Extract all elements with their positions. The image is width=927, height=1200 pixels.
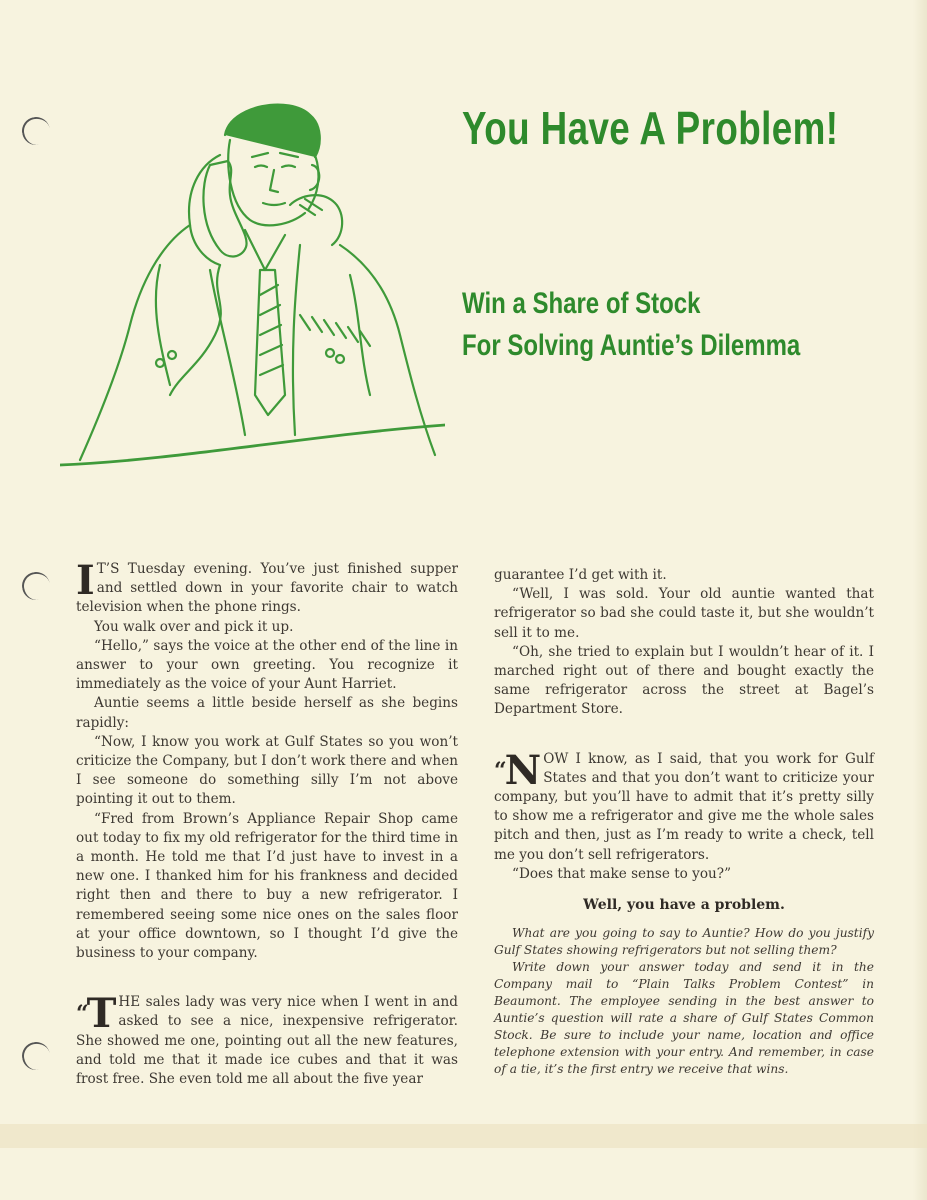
- paragraph: You walk over and pick it up.: [94, 618, 294, 635]
- spacer: [76, 963, 458, 993]
- binder-hole-mark: [20, 115, 52, 147]
- subtitle-line-1: Win a Share of Stock: [462, 287, 701, 320]
- quote-mark: “: [76, 1001, 87, 1028]
- paragraph-text: T’S Tuesday evening. You’ve just finished supper and settled down in your favorite chair to watch television when the phone rings.: [76, 561, 458, 616]
- bottom-band: [0, 1124, 927, 1148]
- paragraph: “Well, I was sold. Your old auntie wanted that refrigerator so bad she could taste it, but she wouldn’t sell it to me.: [494, 586, 874, 641]
- paragraph: guarantee I’d get with it.: [494, 567, 667, 583]
- paragraph-text: HE sales lady was very nice when I went in and asked to see a nice, inexpensive refrigerator. She showed me one, pointing out all the new features, and told me that it made ice cubes and that it was frost free. She even told me all about the five year: [76, 994, 458, 1088]
- paragraph: [76, 557, 458, 618]
- drop-cap: [76, 990, 117, 1038]
- paragraph: [494, 746, 874, 865]
- contest-instructions: [494, 925, 874, 1078]
- right-column: [494, 566, 874, 1078]
- page-title: You Have A Problem!: [462, 102, 839, 154]
- paragraph: “Hello,” says the voice at the other end of the line in answer to your own greeting. You recognize it immediately as the voice of your Aunt Harriet.: [76, 637, 458, 693]
- subtitle-line-2: For Solving Auntie’s Dilemma: [462, 329, 801, 362]
- man-on-telephone-illustration: [60, 95, 445, 475]
- paragraph: “Oh, she tried to explain but I wouldn’t hear of it. I marched right out of there and bought exactly the same refrigerator across the street at Bagel’s Department Store.: [494, 643, 874, 718]
- quote-mark: “: [494, 757, 505, 784]
- paragraph: “Does that make sense to you?”: [512, 865, 732, 882]
- binder-hole-mark: [20, 1040, 52, 1072]
- section-heading: Well, you have a problem.: [583, 897, 785, 914]
- paragraph: “Fred from Brown’s Appliance Repair Shop came out today to fix my old refrigerator for the third time in a month. He told me that I’d just have to invest in a new one. I thanked him for his frankness and decided right then and there to buy a new refrigerator. I remembered seeing some nice ones on the sales floor at your office downtown, so I thought I’d give the business to your company.: [76, 810, 458, 962]
- paragraph: Write down your answer today and send it in the Company mail to “Plain Talks Problem Contest” in Beaumont. The employee sending in the best answer to Auntie’s question will rate a share of Gulf States Common Stock. Be sure to include your name, location and office telephone extension with your entry. And remember, in case of a tie, it’s the first entry we receive that wins.: [494, 960, 874, 1077]
- binder-hole-mark: [20, 570, 52, 602]
- left-column: [76, 557, 458, 1089]
- paragraph: “Now, I know you work at Gulf States so you won’t criticize the Company, but I don’t work there and when I see someone do something silly I’m not above pointing it out to them.: [76, 733, 458, 808]
- paragraph: What are you going to say to Auntie? How do you justify Gulf States showing refrigerators but not selling them?: [494, 926, 874, 958]
- spacer: [494, 720, 874, 750]
- drop-cap-letter: N: [504, 746, 542, 794]
- paragraph: Auntie seems a little beside herself as she begins rapidly:: [76, 695, 458, 731]
- drop-cap-letter: T: [86, 990, 117, 1038]
- paragraph-text: OW I know, as I said, that you work for Gulf States and that you don’t want to criticize your company, but you’ll have to admit that it’s pretty silly to show me a refrigerator and give me the whole sales pitch and then, just as I’m ready to write a check, tell me you don’t sell refrigerators.: [494, 750, 874, 863]
- paragraph: [76, 990, 458, 1089]
- drop-cap: [494, 746, 542, 794]
- page-edge: [913, 0, 927, 1200]
- drop-cap: I: [76, 557, 95, 604]
- page-subtitle: [462, 283, 838, 367]
